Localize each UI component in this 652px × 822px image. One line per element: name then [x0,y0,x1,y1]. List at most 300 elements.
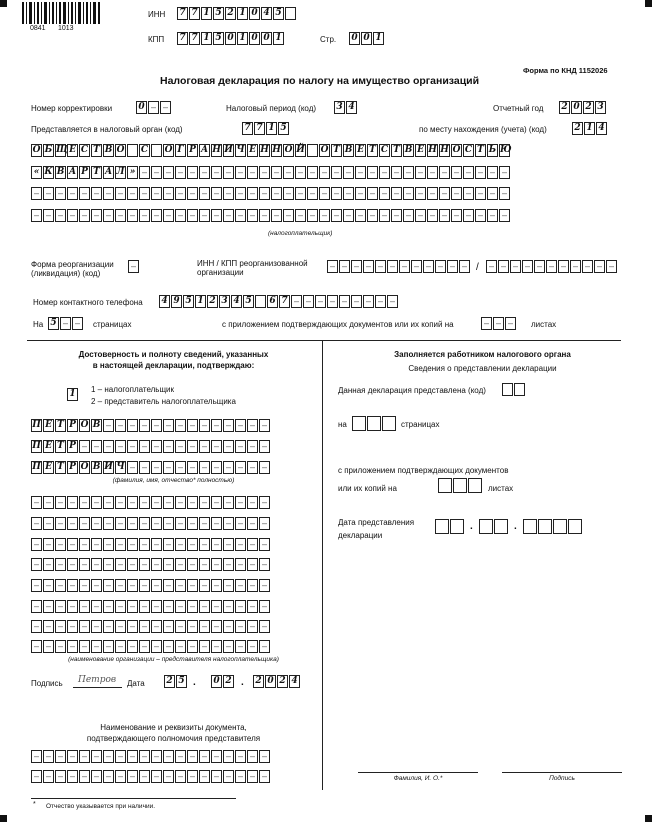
char-cell[interactable]: – [223,166,234,179]
char-cell[interactable]: – [363,295,374,308]
char-cell[interactable]: – [103,579,114,592]
char-cell[interactable]: – [259,640,270,653]
char-cell[interactable]: 5 [213,32,224,45]
right-month-cells[interactable] [479,519,509,534]
char-cell[interactable]: К [44,167,53,177]
char-cell[interactable]: – [139,640,150,653]
char-cell[interactable]: – [487,187,498,200]
char-cell[interactable]: – [139,209,150,222]
char-cell[interactable]: – [439,187,450,200]
char-cell[interactable]: – [43,538,54,551]
char-cell[interactable]: Ч [236,145,245,155]
char-cell[interactable] [468,478,482,493]
char-cell[interactable]: – [211,419,222,432]
char-cell[interactable]: – [387,295,398,308]
char-cell[interactable]: – [351,260,362,273]
char-cell[interactable]: – [175,440,186,453]
char-cell[interactable]: – [163,419,174,432]
char-cell[interactable]: 4 [159,295,170,308]
char-cell[interactable]: – [139,579,150,592]
char-cell[interactable]: 1 [584,122,595,135]
char-cell[interactable]: – [487,166,498,179]
char-cell[interactable]: – [235,517,246,530]
char-cell[interactable]: – [247,640,258,653]
char-cell[interactable]: – [295,166,306,179]
char-cell[interactable]: – [247,538,258,551]
char-cell[interactable]: – [505,317,516,330]
char-cell[interactable]: – [151,600,162,613]
char-cell[interactable]: – [439,209,450,222]
char-cell[interactable]: – [151,770,162,783]
char-cell[interactable]: – [499,166,510,179]
char-cell[interactable]: П [32,441,41,451]
char-cell[interactable]: – [211,166,222,179]
char-cell[interactable]: 3 [334,101,345,114]
char-cell[interactable]: – [211,440,222,453]
char-cell[interactable]: О [164,145,173,155]
char-cell[interactable]: – [199,496,210,509]
char-cell[interactable]: – [163,187,174,200]
signer-code-cell[interactable] [67,388,79,401]
char-cell[interactable]: – [163,517,174,530]
char-cell[interactable]: – [570,260,581,273]
char-cell[interactable]: – [127,579,138,592]
char-cell[interactable]: – [127,517,138,530]
char-cell[interactable]: – [307,187,318,200]
char-cell[interactable]: Е [43,419,54,432]
char-cell[interactable]: – [199,461,210,474]
org-line-6[interactable] [31,600,271,613]
char-cell[interactable]: – [79,620,90,633]
char-cell[interactable]: 0 [571,101,582,114]
period-cells[interactable] [334,101,358,114]
char-cell[interactable]: – [339,295,350,308]
char-cell[interactable]: – [55,538,66,551]
char-cell[interactable]: 7 [254,122,265,135]
char-cell[interactable]: В [344,145,353,155]
char-cell[interactable]: 4 [289,675,300,688]
char-cell[interactable]: – [415,187,426,200]
char-cell[interactable]: – [79,496,90,509]
char-cell[interactable]: – [31,187,42,200]
char-cell[interactable]: – [139,461,150,474]
char-cell[interactable]: – [403,209,414,222]
char-cell[interactable]: 5 [48,317,59,330]
char-cell[interactable]: – [175,620,186,633]
char-cell[interactable]: – [127,538,138,551]
char-cell[interactable]: – [235,600,246,613]
char-cell[interactable]: Т [475,144,486,157]
char-cell[interactable]: – [43,579,54,592]
char-cell[interactable]: – [247,600,258,613]
char-cell[interactable]: 1 [273,32,284,45]
char-cell[interactable]: – [91,496,102,509]
char-cell[interactable]: – [139,166,150,179]
char-cell[interactable] [367,416,381,431]
char-cell[interactable]: – [283,187,294,200]
char-cell[interactable]: – [91,640,102,653]
taxpayer-line-2[interactable] [31,166,511,179]
char-cell[interactable]: – [367,166,378,179]
char-cell[interactable]: 0 [361,32,372,45]
char-cell[interactable]: – [223,440,234,453]
kpp-cells[interactable] [177,32,285,45]
char-cell[interactable]: – [139,440,150,453]
char-cell[interactable]: – [235,538,246,551]
char-cell[interactable]: – [247,558,258,571]
char-cell[interactable]: – [67,558,78,571]
char-cell[interactable]: В [404,145,413,155]
char-cell[interactable]: – [223,517,234,530]
char-cell[interactable]: – [187,440,198,453]
char-cell[interactable]: Р [67,461,78,474]
char-cell[interactable]: – [187,166,198,179]
char-cell[interactable]: – [175,750,186,763]
char-cell[interactable]: Т [367,144,378,157]
char-cell[interactable]: – [235,461,246,474]
char-cell[interactable]: – [211,600,222,613]
char-cell[interactable]: – [499,187,510,200]
char-cell[interactable]: Н [272,145,281,155]
correction-cells[interactable] [136,101,172,114]
char-cell[interactable]: – [79,538,90,551]
char-cell[interactable] [553,519,567,534]
char-cell[interactable] [285,7,296,20]
char-cell[interactable]: – [163,461,174,474]
char-cell[interactable]: – [115,419,126,432]
char-cell[interactable]: – [55,187,66,200]
char-cell[interactable]: – [163,538,174,551]
char-cell[interactable]: – [115,440,126,453]
org-line-3[interactable] [31,538,271,551]
char-cell[interactable]: – [115,620,126,633]
char-cell[interactable]: – [235,419,246,432]
char-cell[interactable]: – [187,579,198,592]
char-cell[interactable]: – [493,317,504,330]
char-cell[interactable]: Н [428,145,437,155]
char-cell[interactable]: – [55,517,66,530]
char-cell[interactable]: – [427,187,438,200]
char-cell[interactable]: И [224,145,233,155]
char-cell[interactable]: И [104,462,113,472]
char-cell[interactable]: – [160,101,171,114]
char-cell[interactable]: – [175,640,186,653]
char-cell[interactable]: 7 [279,295,290,308]
char-cell[interactable]: 2 [253,675,264,688]
char-cell[interactable]: – [43,496,54,509]
char-cell[interactable]: – [247,440,258,453]
char-cell[interactable]: – [315,295,326,308]
char-cell[interactable]: – [103,496,114,509]
char-cell[interactable]: – [151,209,162,222]
char-cell[interactable]: – [259,579,270,592]
char-cell[interactable]: – [139,419,150,432]
char-cell[interactable] [255,295,266,308]
char-cell[interactable]: 2 [583,101,594,114]
char-cell[interactable]: С [140,145,149,155]
char-cell[interactable]: – [163,209,174,222]
right-attach-cells[interactable] [438,478,483,493]
char-cell[interactable] [538,519,552,534]
char-cell[interactable]: – [67,750,78,763]
char-cell[interactable]: 2 [225,7,236,20]
char-cell[interactable]: – [327,260,338,273]
reorg-form-cells[interactable] [128,260,140,273]
char-cell[interactable]: – [235,209,246,222]
char-cell[interactable]: – [163,558,174,571]
char-cell[interactable]: – [459,260,470,273]
char-cell[interactable]: 0 [265,675,276,688]
char-cell[interactable]: 1 [237,7,248,20]
char-cell[interactable]: – [211,750,222,763]
char-cell[interactable]: – [247,579,258,592]
char-cell[interactable]: – [211,461,222,474]
char-cell[interactable]: 1 [67,388,78,401]
char-cell[interactable]: – [199,166,210,179]
char-cell[interactable]: – [55,640,66,653]
char-cell[interactable]: – [151,440,162,453]
char-cell[interactable]: О [320,145,329,155]
char-cell[interactable]: – [91,517,102,530]
char-cell[interactable]: – [43,750,54,763]
char-cell[interactable]: – [91,750,102,763]
char-cell[interactable]: В [92,420,101,430]
char-cell[interactable]: – [211,770,222,783]
char-cell[interactable]: – [223,187,234,200]
char-cell[interactable]: 7 [189,7,200,20]
char-cell[interactable]: – [187,620,198,633]
char-cell[interactable]: – [187,750,198,763]
char-cell[interactable]: – [163,166,174,179]
char-cell[interactable]: – [247,750,258,763]
char-cell[interactable]: – [199,579,210,592]
char-cell[interactable]: – [43,770,54,783]
char-cell[interactable]: 0 [136,101,147,114]
char-cell[interactable]: – [475,209,486,222]
char-cell[interactable]: – [139,600,150,613]
char-cell[interactable]: – [91,538,102,551]
char-cell[interactable]: – [67,579,78,592]
char-cell[interactable]: – [103,770,114,783]
char-cell[interactable]: О [80,420,89,430]
char-cell[interactable]: С [380,145,389,155]
char-cell[interactable]: – [55,496,66,509]
doc-line-2[interactable] [31,770,271,783]
char-cell[interactable]: – [103,440,114,453]
char-cell[interactable]: – [91,620,102,633]
char-cell[interactable]: – [91,600,102,613]
char-cell[interactable]: – [115,558,126,571]
char-cell[interactable]: – [403,187,414,200]
char-cell[interactable]: 2 [572,122,583,135]
char-cell[interactable]: – [187,419,198,432]
char-cell[interactable]: – [103,517,114,530]
char-cell[interactable]: – [175,517,186,530]
char-cell[interactable]: – [582,260,593,273]
char-cell[interactable]: – [223,496,234,509]
char-cell[interactable] [307,144,318,157]
char-cell[interactable]: О [32,145,41,155]
char-cell[interactable]: – [415,166,426,179]
char-cell[interactable]: – [487,209,498,222]
char-cell[interactable] [502,383,513,396]
char-cell[interactable]: – [247,517,258,530]
char-cell[interactable]: – [79,640,90,653]
char-cell[interactable]: – [211,496,222,509]
char-cell[interactable]: – [31,558,42,571]
char-cell[interactable]: – [247,461,258,474]
char-cell[interactable]: С [464,145,473,155]
char-cell[interactable]: – [558,260,569,273]
char-cell[interactable]: – [175,538,186,551]
char-cell[interactable]: – [211,209,222,222]
char-cell[interactable]: – [139,538,150,551]
char-cell[interactable]: – [115,517,126,530]
doc-line-1[interactable] [31,750,271,763]
char-cell[interactable]: – [151,517,162,530]
char-cell[interactable]: – [259,538,270,551]
char-cell[interactable]: Е [415,144,426,157]
char-cell[interactable]: – [247,770,258,783]
char-cell[interactable]: – [331,187,342,200]
char-cell[interactable]: – [187,770,198,783]
month-cells[interactable] [211,675,235,688]
char-cell[interactable]: – [187,640,198,653]
org-line-5[interactable] [31,579,271,592]
char-cell[interactable]: » [127,166,138,179]
char-cell[interactable]: – [139,187,150,200]
char-cell[interactable]: – [271,209,282,222]
char-cell[interactable] [514,383,525,396]
char-cell[interactable]: – [175,166,186,179]
char-cell[interactable]: – [187,187,198,200]
char-cell[interactable]: – [403,166,414,179]
char-cell[interactable]: – [163,496,174,509]
char-cell[interactable]: Т [391,144,402,157]
char-cell[interactable]: – [271,187,282,200]
char-cell[interactable]: Ч [116,462,125,472]
char-cell[interactable]: – [223,419,234,432]
char-cell[interactable]: – [199,620,210,633]
char-cell[interactable]: – [199,600,210,613]
char-cell[interactable]: – [151,620,162,633]
char-cell[interactable]: – [79,440,90,453]
right-pages-cells[interactable] [352,416,397,431]
char-cell[interactable]: – [31,538,42,551]
char-cell[interactable]: – [295,187,306,200]
char-cell[interactable]: – [522,260,533,273]
char-cell[interactable]: – [187,209,198,222]
char-cell[interactable]: – [435,260,446,273]
char-cell[interactable]: 2 [164,675,175,688]
char-cell[interactable]: – [363,260,374,273]
char-cell[interactable]: – [187,517,198,530]
char-cell[interactable]: – [67,187,78,200]
char-cell[interactable]: – [199,440,210,453]
char-cell[interactable]: – [247,419,258,432]
char-cell[interactable]: – [67,517,78,530]
char-cell[interactable]: – [163,600,174,613]
char-cell[interactable]: – [481,317,492,330]
char-cell[interactable]: Й [296,145,305,155]
char-cell[interactable]: – [151,750,162,763]
char-cell[interactable]: 1 [201,7,212,20]
char-cell[interactable]: 5 [243,295,254,308]
char-cell[interactable]: – [355,166,366,179]
char-cell[interactable]: – [151,640,162,653]
char-cell[interactable]: – [103,640,114,653]
char-cell[interactable]: – [331,209,342,222]
char-cell[interactable]: Е [67,144,78,157]
char-cell[interactable]: Т [331,144,342,157]
char-cell[interactable]: – [475,166,486,179]
char-cell[interactable]: Ь [488,145,497,155]
char-cell[interactable]: – [115,640,126,653]
char-cell[interactable]: 4 [261,7,272,20]
char-cell[interactable]: – [463,166,474,179]
right-year-cells[interactable] [523,519,583,534]
char-cell[interactable]: Р [79,166,90,179]
char-cell[interactable]: – [546,260,557,273]
char-cell[interactable]: – [223,640,234,653]
char-cell[interactable]: – [375,260,386,273]
char-cell[interactable]: Т [55,419,66,432]
char-cell[interactable]: – [351,295,362,308]
char-cell[interactable]: – [259,750,270,763]
char-cell[interactable]: Г [175,144,186,157]
char-cell[interactable]: 3 [219,295,230,308]
char-cell[interactable]: – [223,750,234,763]
char-cell[interactable]: – [115,538,126,551]
char-cell[interactable]: – [327,295,338,308]
char-cell[interactable]: Щ [56,145,68,155]
char-cell[interactable]: – [343,166,354,179]
char-cell[interactable]: – [343,187,354,200]
char-cell[interactable]: Т [91,144,102,157]
char-cell[interactable] [352,416,366,431]
char-cell[interactable]: – [339,260,350,273]
char-cell[interactable]: – [127,440,138,453]
name-cells[interactable] [31,440,271,453]
char-cell[interactable]: 0 [225,32,236,45]
char-cell[interactable]: – [103,419,114,432]
char-cell[interactable]: – [283,209,294,222]
char-cell[interactable]: – [43,620,54,633]
org-line-8[interactable] [31,640,271,653]
char-cell[interactable]: – [151,419,162,432]
char-cell[interactable]: – [411,260,422,273]
char-cell[interactable]: – [151,538,162,551]
char-cell[interactable]: – [594,260,605,273]
char-cell[interactable]: – [259,461,270,474]
day-cells[interactable] [164,675,188,688]
char-cell[interactable] [438,478,452,493]
char-cell[interactable]: – [163,640,174,653]
char-cell[interactable]: – [199,209,210,222]
char-cell[interactable]: – [127,209,138,222]
char-cell[interactable]: П [32,462,41,472]
char-cell[interactable]: – [415,209,426,222]
char-cell[interactable]: – [451,209,462,222]
org-line-7[interactable] [31,620,271,633]
reorg-kpp-cells[interactable] [486,260,618,273]
page-cells[interactable] [349,32,385,45]
char-cell[interactable]: – [187,496,198,509]
char-cell[interactable]: – [67,640,78,653]
char-cell[interactable]: – [331,166,342,179]
char-cell[interactable]: – [211,558,222,571]
char-cell[interactable]: 7 [242,122,253,135]
